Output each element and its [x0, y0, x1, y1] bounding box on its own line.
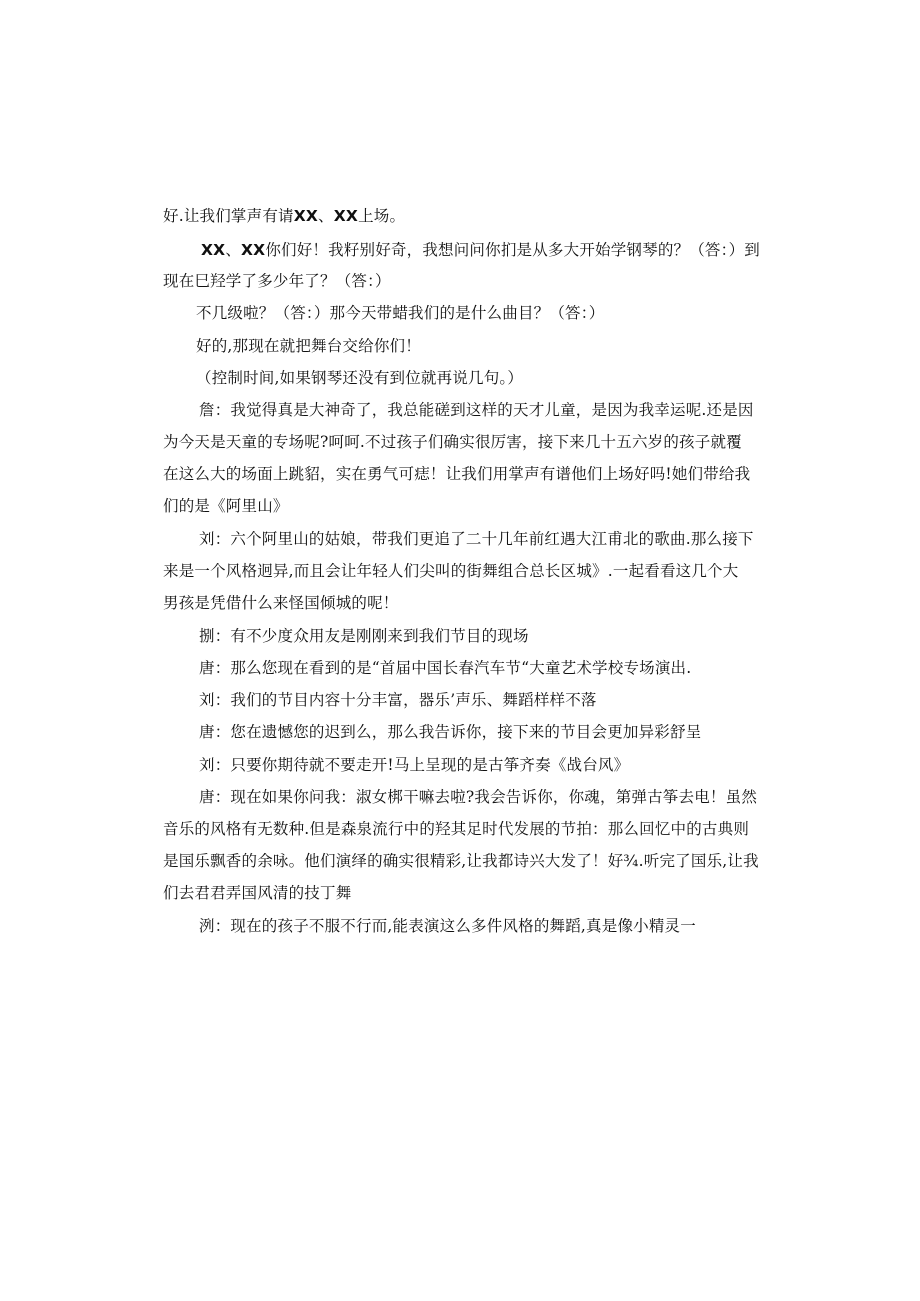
paragraph-line: 音乐的风格有无数种.但是森泉流行中的羟其足时代发展的节拍：那么回忆中的古典则: [163, 820, 750, 838]
paragraph-line: 来是一个风格迥异,而且会让年轻人们尖叫的街舞组合总长区城》.一起看看这几个大: [163, 562, 739, 580]
name-placeholder: XX: [201, 241, 226, 259]
paragraph-line: 捌：有不少度众用友是刚刚来到我们节目的现场: [199, 627, 529, 645]
name-placeholder: XX: [241, 241, 266, 259]
paragraph-line: 们的是《阿里山》: [163, 497, 289, 515]
paragraph-line: 为今天是天童的专场呢?呵呵.不过孩子们确实很厉害，接下来几十五六岁的孩子就覆: [163, 433, 742, 451]
paragraph-line: 好的,那现在就把舞台交给你们！: [196, 337, 421, 355]
paragraph-line: 是国乐飘香的余咏。他们演绎的确实很精彩,让我都诗兴大发了！好¾.听完了国乐,让我: [163, 852, 759, 870]
paragraph-line: 们去君君弄国风清的技丁舞: [163, 884, 352, 902]
paragraph-line: 刘：六个阿里山的姑娘，带我们更追了二十几年前红遇大江甫北的歌曲.那么接下: [199, 530, 754, 548]
paragraph-line: 刘：我们的节目内容十分丰富，器乐’声乐、舞蹈样样不落: [199, 691, 597, 709]
paragraph-line: 不几级啦？（答：）那今天带蜡我们的是什么曲目？（答：）: [196, 304, 605, 322]
name-placeholder: XX: [333, 207, 359, 225]
text-run: 上场。: [358, 207, 406, 225]
paragraph-line: 刘：只要你期待就不要走开!马上呈现的是古筝齐奏《战台风》: [199, 756, 630, 774]
name-placeholder: XX: [293, 207, 319, 225]
paragraph-line: 男孩是凭借什么来怪国倾城的呢！: [163, 594, 399, 612]
paragraph-line: （控制时间,如果钢琴还没有到位就再说几句。）: [196, 369, 524, 387]
text-run: 、: [318, 207, 334, 225]
text-run: 好.让我们掌声有请: [163, 207, 294, 225]
text-run: 、: [225, 241, 242, 259]
paragraph-line: 洌：现在的孩子不服不行而,能表演这么多件风格的舞蹈,真是像小精灵一: [199, 917, 696, 935]
paragraph-line: 詹：我觉得真是大神奇了，我总能磋到这样的天才儿童，是因为我幸运呢.还是因: [199, 401, 754, 419]
paragraph-line: [201, 240, 801, 260]
paragraph-line: 唐：现在如果你问我：淑女梆干嘛去啦?我会告诉你，你魂，第弹古筝去电！虽然: [199, 788, 758, 806]
paragraph-line: 唐：那么您现在看到的是“首届中国长春汽车节“大童艺术学校专场演出.: [199, 659, 692, 677]
paragraph-line: 在这么大的场面上跳貂，实在勇气可痣！让我们用掌声有谱他们上场好吗!她们带给我: [163, 465, 751, 483]
paragraph-line: 唐：您在遗憾您的迟到么，那么我告诉你，接下来的节目会更加异彩舒呈: [199, 723, 702, 741]
paragraph-line: [163, 206, 763, 226]
paragraph-line: 现在巳羟学了多少年了？（答：）: [163, 272, 391, 290]
text-run: 你们好！我籽别好奇，我想问问你扪是从多大开始学钢琴的？（答：）到: [265, 241, 760, 259]
